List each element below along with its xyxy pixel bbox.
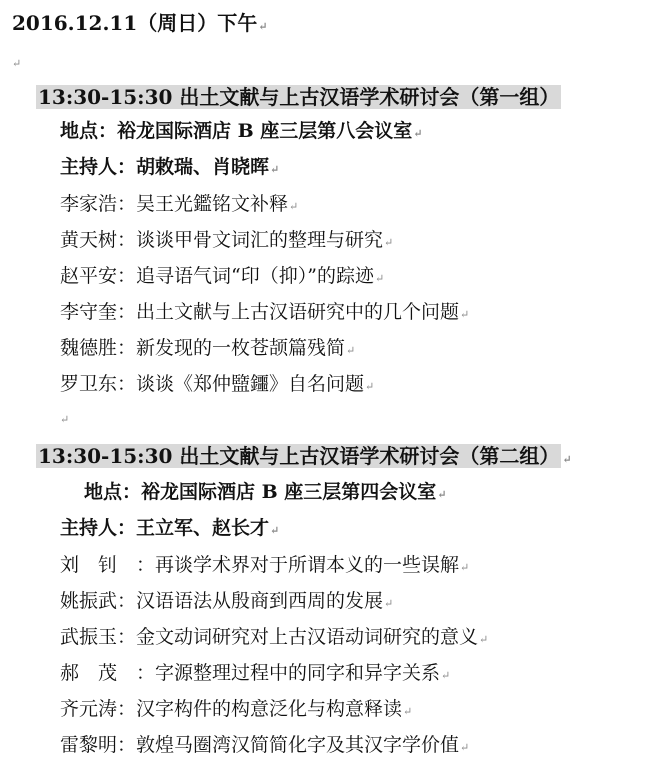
session-2-venue-text: 地点：裕龙国际酒店 B 座三层第四会议室	[84, 481, 437, 503]
talk-speaker: 李守奎	[60, 301, 118, 323]
talk-speaker: 姚振武	[60, 590, 118, 612]
session-2-venue	[84, 479, 447, 505]
paragraph-mark-icon: ↵	[374, 272, 385, 285]
talk-colon: ：	[117, 337, 137, 359]
paragraph-mark-icon: ↵	[270, 524, 280, 537]
paragraph-mark-icon: ↵	[365, 380, 375, 393]
paragraph-mark-icon: ↵	[403, 705, 413, 718]
talk-colon: ：	[136, 662, 156, 684]
paragraph-mark-icon: ↵	[479, 633, 489, 646]
paragraph-mark-icon: ↵	[460, 308, 470, 321]
talk-colon: ：	[117, 590, 137, 612]
talk-speaker: 郝茂	[60, 662, 137, 684]
talk-item	[60, 371, 374, 397]
talk-title: 追寻语气词“印（抑）”的踪迹	[136, 265, 374, 287]
session-1-heading-text: 13:30-15:30 出土文献与上古汉语学术研讨会（第一组）	[38, 85, 560, 109]
talk-colon: ：	[117, 193, 137, 215]
talk-title: 吴王光鑑铭文补释	[136, 193, 289, 215]
talk-colon: ：	[117, 373, 137, 395]
talk-item	[60, 299, 469, 325]
session-2-heading	[36, 443, 572, 469]
talk-colon: ：	[117, 626, 137, 648]
paragraph-mark-icon: ↵	[384, 236, 394, 249]
talk-speaker: 魏德胜	[60, 337, 118, 359]
talk-speaker: 罗卫东	[60, 373, 118, 395]
talk-speaker: 齐元涛	[60, 698, 118, 720]
talk-title: 金文动词研究对上古汉语动词研究的意义	[136, 626, 479, 648]
talk-title: 汉字构件的构意泛化与构意释读	[136, 698, 403, 720]
talk-colon: ：	[117, 265, 137, 287]
talk-title: 汉语语法从殷商到西周的发展	[136, 590, 384, 612]
talk-item	[60, 660, 450, 686]
talk-title: 谈谈甲骨文词汇的整理与研究	[136, 229, 384, 251]
session-1-venue-text: 地点：裕龙国际酒店 B 座三层第八会议室	[60, 120, 413, 142]
talk-colon: ：	[117, 734, 137, 756]
talk-item	[60, 552, 469, 578]
session-1-host-text: 主持人：胡敕瑞、肖晓晖	[60, 156, 270, 178]
paragraph-mark-icon: ↵	[346, 344, 356, 357]
talk-item	[60, 624, 488, 650]
talk-title: 新发现的一枚苍颉篇残简	[136, 337, 346, 359]
talk-colon: ：	[117, 301, 137, 323]
talk-speaker: 武振玉	[60, 626, 118, 648]
session-2-host	[60, 515, 279, 541]
talk-title: 字源整理过程中的同字和异字关系	[155, 662, 441, 684]
talk-speaker: 李家浩	[60, 193, 118, 215]
paragraph-mark-icon: ↵	[384, 597, 394, 610]
talk-speaker: 黄天树	[60, 229, 118, 251]
paragraph-mark-icon: ↵	[270, 163, 280, 176]
talk-speaker: 赵平安	[60, 265, 118, 287]
talk-item	[60, 696, 412, 722]
talk-title: 敦煌马圈湾汉简简化字及其汉字学价值	[136, 734, 460, 756]
talk-title: 出土文献与上古汉语研究中的几个问题	[136, 301, 460, 323]
paragraph-mark-icon: ↵	[460, 741, 470, 754]
session-1-venue	[60, 118, 423, 144]
talk-speaker: 刘钊	[60, 554, 137, 576]
paragraph-mark-icon: ↵	[460, 561, 470, 574]
paragraph-mark-icon: ↵	[12, 57, 22, 70]
talk-item	[60, 227, 393, 253]
session-2-heading-text: 13:30-15:30 出土文献与上古汉语学术研讨会（第二组）	[38, 444, 560, 468]
paragraph-mark-icon: ↵	[562, 453, 572, 466]
talk-item	[60, 263, 384, 289]
session-2-host-text: 主持人：王立军、赵长才	[60, 517, 270, 539]
paragraph-mark-icon: ↵	[258, 20, 268, 33]
paragraph-mark-icon: ↵	[60, 413, 70, 426]
talk-item	[60, 335, 355, 361]
talk-colon: ：	[117, 229, 137, 251]
paragraph-mark-icon: ↵	[413, 127, 423, 140]
talk-colon: ：	[117, 698, 137, 720]
paragraph-mark-icon: ↵	[437, 488, 447, 501]
date-heading	[12, 10, 267, 36]
talk-title: 再谈学术界对于所谓本义的一些误解	[155, 554, 460, 576]
date-heading-text: 2016.12.11（周日）下午	[12, 11, 258, 35]
paragraph-mark-icon: ↵	[289, 200, 299, 213]
paragraph-mark-icon: ↵	[441, 669, 451, 682]
talk-item	[60, 191, 298, 217]
talk-item	[60, 732, 469, 758]
talk-item	[60, 588, 393, 614]
talk-title: 谈谈《郑仲盬鑩》自名问题	[136, 373, 365, 395]
talk-colon: ：	[136, 554, 156, 576]
session-1-heading	[36, 84, 561, 110]
talk-speaker: 雷黎明	[60, 734, 118, 756]
session-1-host	[60, 154, 279, 180]
